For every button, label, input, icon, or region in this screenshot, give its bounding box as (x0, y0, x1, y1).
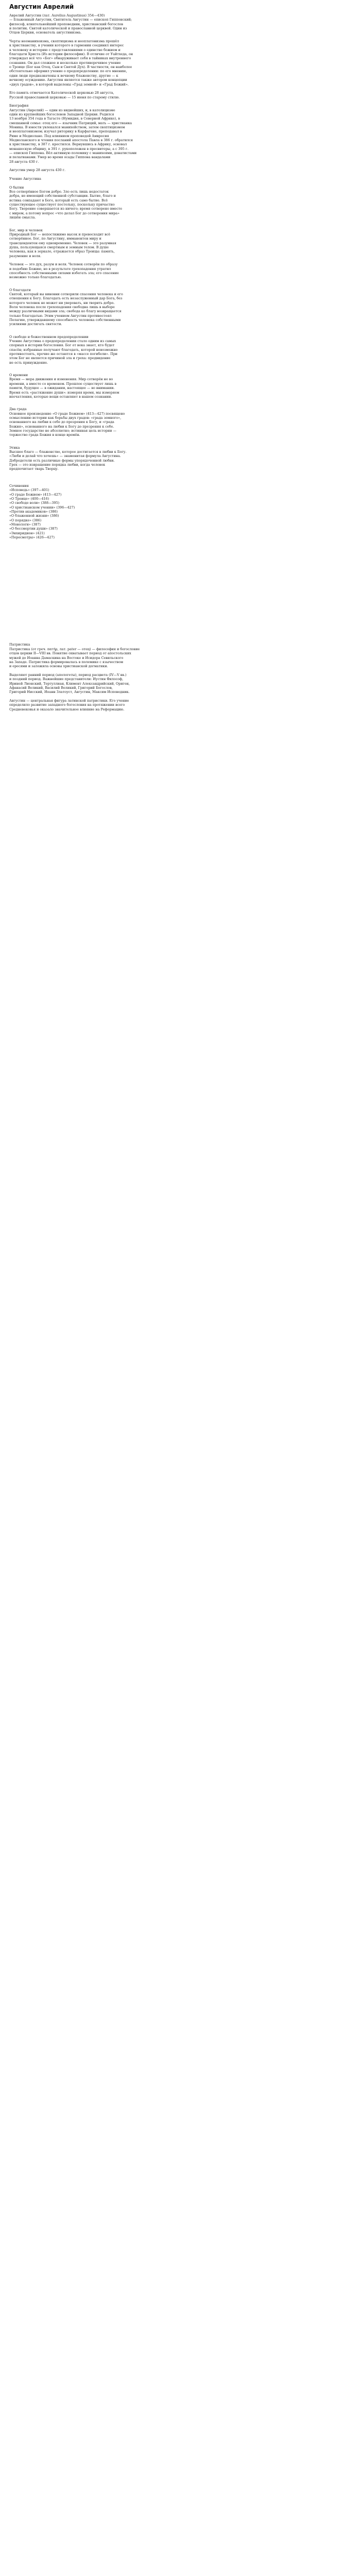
teaching-line: Человек — это дух, разум и воля. Человек сотворён по образу (9, 262, 118, 267)
teaching-line: впечатления, которые вещи оставляют в нашем сознании. (9, 394, 112, 399)
teaching-line: лишён смысла. (9, 215, 36, 220)
patristic-line: Патристика (от греч. πατήρ, лат. pater — отец) — философия и богословие (9, 647, 140, 651)
work-item: «О свободе воли» (388—395) (9, 501, 60, 505)
patristic-line: определило развитие западного богословия на протяжении всего (9, 703, 125, 707)
patristic-line: Выделяют ранний период (апологеты), период расцвета (IV—V вв.) (9, 672, 127, 677)
work-item: «О порядке» (386) (9, 518, 42, 522)
teaching-line: осмыслению истории как борьбы двух градов: «града земного», (9, 415, 122, 420)
teaching-line: способность собственными силами избегать зла; его спасение (9, 270, 119, 275)
bio-line: — епископ Гиппона. Вёл активную полемику с манихеями, донатистами (9, 151, 137, 155)
teaching-line: между различными видами зла; свобода ко благу возвращается (9, 309, 122, 314)
teaching-section (9, 339, 236, 365)
teaching-line: Грех — это извращение порядка любви, когда человек (9, 462, 106, 467)
teaching-section-heading: Два града (9, 407, 27, 412)
intro-line: одни люди предназначены к вечному блаженству, другие — к (9, 73, 118, 78)
intro-line: к человеку и историю с представлениями о единстве божием и (9, 47, 121, 52)
teaching-line: Богу. Творение совершается из ничего; время сотворено вместе (9, 207, 123, 211)
intro-line: — Блаженный Августин, Святитель Августин — епископ Гиппонский; (9, 18, 132, 22)
work-item: «О христианском учении» (396—427) (9, 505, 75, 510)
bio-line: монашескую общину, в 391 г. рукоположен в пресвитеры, а с 395 г. (9, 146, 129, 151)
teaching-line: Все сотворённое Богом добро. Зло есть лишь недостаток (9, 190, 109, 194)
intro-line: сознания. Он дал сложное и несколько противоречивое учение (9, 60, 121, 65)
teaching-line: Учение Августина о предопределении стало одним из самых (9, 339, 116, 344)
teaching-section (9, 377, 236, 399)
intro-line: Отцов Церкви, основатель августинизма. (9, 30, 82, 35)
intro-line: Черты неоманихеизма, скептицизма и неоплатонизма прошёл (9, 39, 119, 44)
intro-line: Его память отмечается Католической церковью 28 августа, (9, 91, 114, 95)
patristic-line (9, 694, 236, 699)
teaching-line: торжество града Божия в конце времён. (9, 433, 80, 437)
teaching-line: разумение и воля. (9, 253, 42, 258)
teaching-line: предпочитает тварь Творцу. (9, 467, 59, 471)
patristic-line: на Западе. Патристика формировалась в полемике с язычеством (9, 659, 124, 664)
teaching-line (9, 258, 236, 262)
teaching-line: существующее существует постольку, поскольку причастно (9, 202, 115, 207)
bio-line: Августин умер 28 августа 430 г. (9, 168, 66, 173)
teaching-line: противостоять, прочие же остаются в «массе погибели». При (9, 352, 118, 357)
intro-line: утверждал всё что «Бог» обнаруживает себя в тайниках внутреннего (9, 56, 131, 61)
teaching-line: добра, не имеющий собственной субстанции. Бытие, благо и (9, 194, 116, 198)
bio-line: Августин (Аврелий) — один из виднейших, и, в католицизме (9, 108, 115, 112)
patristic-line: Ириней Лионский, Тертуллиан, Климент Александрийский, Ориген, (9, 681, 130, 686)
patristic-line: и поздний период. Важнейшие представители: Иустин Философ, (9, 677, 124, 682)
teaching-line: спорных в истории богословия. Бог от века знает, кто будет (9, 343, 115, 348)
teaching-line: Время есть «растяжение души»: измеряя время, мы измеряем (9, 390, 119, 395)
intro-line: о Троице (Бог как Отец, Сын и Святой Дух). В частности, он наиболее (9, 65, 132, 70)
patristic-line (9, 669, 236, 673)
teaching-line: и подобию Божию, но в результате грехопадения утратил (9, 266, 111, 271)
bio-line: 28 августа 430 г. (9, 159, 39, 164)
bio-line: смешанной семье: отец его — язычник Патриций, мать — христианка (9, 121, 132, 125)
teaching-line: Природный Бог — непостижимо высок и превосходит всё (9, 232, 111, 236)
patristic-line: Афанасий Великий, Василий Великий, Григорий Богослов, (9, 685, 113, 690)
teaching-line: отношения к Богу. Благодать есть незаслуженный дар Бога, без (9, 296, 123, 301)
teaching-line: Высшее благо — блаженство, которое достигается в любви к Богу. (9, 449, 127, 454)
work-item: «О бессмертии души» (387) (9, 527, 58, 531)
teaching-line: Основное произведение «О граде Божием» (413—427) посвящено (9, 411, 125, 416)
patristic-line: Средневековья и оказало значительное влияние на Реформацию. (9, 707, 125, 711)
bio-line: один из крупнейших богословов Западной Церкви. Родился (9, 112, 114, 116)
intro-line: вечному осуждению. Августин является также автором концепции (9, 78, 127, 82)
bio-heading: Биография (9, 104, 29, 108)
bio-line: 13 ноября 354 года в Тагасте (Нумидия, в Северной Африке), в (9, 116, 120, 121)
work-item: «О блаженной жизни» (386) (9, 514, 59, 518)
teaching-line: Воля человека после грехопадения свободна лишь в выборе (9, 305, 115, 309)
patristic-heading: Патристика (9, 642, 30, 647)
teaching-line: усилиями достигать святости. (9, 322, 62, 327)
works-list (9, 488, 236, 539)
teaching-line: Земное государство не абсолютно; истинная цель истории — (9, 428, 116, 433)
bio-line: Риме и Медиолане. Под влиянием проповедей Амвросия (9, 133, 109, 138)
teaching-block (9, 185, 236, 480)
teaching-section-heading: Бог, мир и человек (9, 228, 43, 232)
work-item: «Исповедь» (397—401) (9, 488, 49, 493)
bio-line: и пелагианами. Умер во время осады Гиппона вандалами (9, 155, 111, 160)
patristic-line: и ересями и заложила основы христианской догматики. (9, 664, 108, 669)
teaching-line: не есть принуждение. (9, 360, 48, 365)
teaching-line: «Люби и делай что хочешь» — знаменитая формула Августина. (9, 454, 121, 459)
intro-line (9, 87, 236, 91)
teaching-line: человека, как в зеркале, отражается образ Троицы: память, (9, 249, 115, 254)
intro-line: философ, влиятельнейший проповедник, христианский богослов (9, 22, 123, 26)
bio-line (9, 164, 236, 168)
teaching-line: основанного на любви к себе до презрения к Богу, и «града (9, 420, 114, 425)
teaching-line: Святой, который вы виновни сотворили спасения человека и его (9, 292, 123, 296)
bio-line: к христианству, в 387 г. крестился. Вернувшись в Африку, основал (9, 142, 127, 147)
intro-line: Аврелий Августин (лат. Aurelius Augustinus) 354—430) (9, 13, 105, 18)
work-item: «О Троице» (400—416) (9, 497, 49, 501)
teaching-line: этом Бог не является причиной зла и греха: предвидение (9, 356, 111, 361)
intro-line: к христианству, в учении которого в гармонии соединил интерес (9, 43, 124, 48)
teaching-line: Пелагию, утверждавшему способность человека собственными (9, 318, 121, 323)
teaching-line: душа, пользующаяся смертным и земным телом. В душе (9, 245, 109, 249)
patristic-line: отцов церкви II—VIII вв. Понятие охватывает период от апостольских (9, 651, 131, 656)
work-item: «Пересмотры» (426—427) (9, 535, 55, 540)
teaching-line: времени, а вместе со временем. Прошлое существует лишь в (9, 381, 117, 386)
teaching-heading: Учение Августина (9, 177, 41, 181)
teaching-line: Время — мера движения и изменения. Мир сотворён не во (9, 377, 113, 382)
teaching-section-heading: О благодати (9, 287, 31, 292)
patristic-line: мужей до Иоанна Дамаскина на Востоке и Исидора Севильского (9, 655, 124, 660)
bio-line: Медиоланского и чтения посланий апостола Павла в 386 г. обратился (9, 138, 133, 142)
teaching-line: трансцендентен ему одновременно. Человек — это разумная (9, 241, 116, 245)
teaching-section (9, 292, 236, 327)
work-item: «Энхиридион» (421) (9, 531, 45, 535)
bio-block (9, 108, 236, 173)
teaching-line: сотворённое. Бог, по Августину, имманентен миру и (9, 236, 101, 241)
page-title: Августин Аврелий (9, 3, 74, 10)
teaching-line: истина совпадают в Боге, который есть само бытие. Всё (9, 198, 108, 202)
intro-line: благодати Христа (Из истории философии). В отличие от Уайтхеда, он (9, 52, 133, 57)
bio-line: Моника. В юности увлекался манихейством, затем скептицизмом (9, 125, 125, 129)
teaching-section-heading: О времени (9, 373, 28, 378)
intro-line: и политик. Святой католической и православной церквей. Один из (9, 26, 127, 31)
teaching-line: памяти, будущее — в ожидании, настоящее — во внимании. (9, 386, 115, 391)
teaching-line: которого человек не может ни уверовать, ни творить добро. (9, 300, 115, 305)
teaching-section (9, 232, 236, 280)
teaching-section (9, 412, 236, 437)
works-heading: Сочинения (9, 484, 29, 488)
work-item: «О граде Божием» (413—427) (9, 492, 62, 497)
teaching-section (9, 450, 236, 471)
teaching-line: с миром, а потому вопрос «что делал Бог до сотворения мира» (9, 211, 120, 215)
patristic-block (9, 647, 236, 711)
intro-line: Русской православной церковью — 15 июня по старому стилю. (9, 95, 120, 99)
teaching-section-heading: О свободе и божественном предопределении (9, 334, 89, 339)
teaching-line: Добродетели есть различные формы упорядоченной любви. (9, 458, 115, 463)
bio-line: и неоплатонизмом; изучал риторику в Карфагене, преподавал в (9, 129, 122, 134)
teaching-line: только благодатью. Этим учением Августин противостоял (9, 313, 112, 318)
teaching-section (9, 190, 236, 219)
work-item: «Против академиков» (386) (9, 510, 58, 514)
patristic-line: Августин — центральная фигура латинской патристики. Его учение (9, 698, 129, 703)
intro-block (9, 13, 236, 99)
teaching-line: спасён; избранные получают благодать, которой невозможно (9, 347, 118, 352)
article (9, 3, 236, 711)
intro-line (9, 35, 236, 39)
teaching-line: Божия», основанного на любви к Богу до презрения к себе. (9, 424, 114, 429)
work-item: «Монологи» (387) (9, 522, 41, 527)
teaching-section-heading: О бытии (9, 185, 24, 190)
teaching-section-heading: Этика (9, 445, 20, 450)
intro-line: обстоятельно оформил учение о предопределении: по его мнению, (9, 69, 127, 74)
teaching-line: возможно только благодатью. (9, 275, 62, 280)
patristic-line: Григорий Нисский, Иоанн Златоуст, Августин, Максим Исповедник. (9, 690, 130, 694)
intro-line: «двух градов», в которой выделены «Град земной» и «Град Божий». (9, 82, 129, 87)
